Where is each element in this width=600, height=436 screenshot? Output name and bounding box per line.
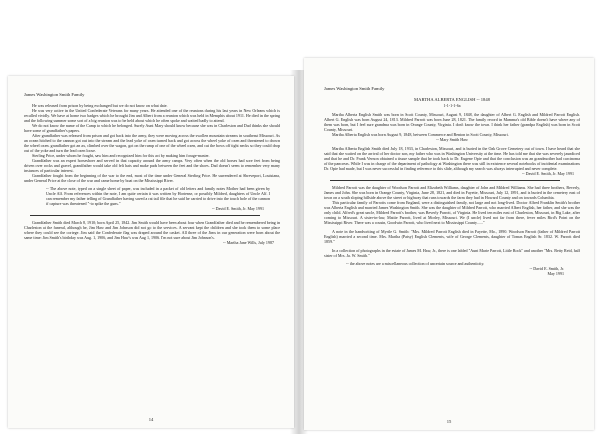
paragraph: He was very active in the United Confederate Veterans for many years. He attended one of the reunions during his last years in New Orleans which is recalled vividly. We have at home two badges which he brought Jim and Albert from a reunion which was held in Memphis about 1911. He died in the spring and the following summer some sort of a big reunion was to be held about which he often spoke and waited badly to attend. <box>24 108 280 123</box>
attribution-date: May 1991 <box>547 271 564 276</box>
right-page <box>304 58 594 430</box>
genealogy-code: 1-1-1-1-6a <box>443 103 461 108</box>
attribution: -- David E. Smith, Jr. <box>529 266 564 271</box>
paragraph: After grandfather was released from prison and got back into the army, they were moving across the swollen mountain streams in southeast Missouri. As an ocean hitched to the cannon got out into the stream and the lead yoke of oxen turned back and got across the wheel yoke of oxen and threatened to drown the wheel oxen. grandfather got an ax, climbed over the wagon, got on the rump of one of the wheel oxen, and cut the bows off tight necks so they could drop out of the yoke and turn the lead oxen loose. <box>24 133 280 153</box>
attribution: -- Martha Jane Wills, July 1987 <box>222 240 274 245</box>
paragraph: Martha Alberta English was born August 9, 1848, between Commerce and Benton in Scott County, Missouri. <box>332 132 509 137</box>
paragraph: Martha Alberta English Smith died July 18, 1933, in Charleston, Missouri, and is buried in the Oak Grove Cemetery out of town. I have heard that she said that she waited on the arrival of her doctor son, my father who was in Washington University at the time. He has told me that she was severely jaundiced and that he and Dr. Frank Vernon obtained a tissue sample that he took back to Dr. Eugene Opie and that the conclusion was an grandmother had carcinoma of the pancreas. While I was in charge of the department of pathology at Washington there was still in existence several notebooks of incidental examinations Dr. Opie had made, but I was never successful in finding reference to this slide, although my search was always interrupted and never complete. <box>324 146 580 171</box>
paragraph: Martha Alberta English Smith was born in Scott County, Missouri, August 9, 1848, the daughter of Albert G. English and Mildred Parrott English. Albert G. English was born August 24, 1813. Mildred Parrott was born June 28, 1821. The family record in Mamma's old Bible doesn't have where any of them was born, but I feel sure grandma was born in Orange County, Virginia. I don't know the town. I think her father (grandpa English) was born in Scott County, Missouri. <box>324 112 580 132</box>
left-running-head: James Washington Smith Family <box>24 92 85 97</box>
section-title: MARTHA ALBERTA ENGLISH -- 1848 <box>414 97 490 102</box>
paragraph: He was released from prison by being exchanged but we do not know on what date. <box>32 103 168 108</box>
divider <box>30 215 260 216</box>
quote-text: -- The above note, typed on a single sheet of paper, was included in a packet of old letters and family notes Mother had been given by Uncle Alf. From references within the note, I am quite certain it was written by Hortense, or possibly Mildred, daughters of Uncle Alf. I can remember my father telling of Grandfather having saved a rat tail file that he said he carried to drive into the touch hole of the cannon if capture was threatened "-to spike the guns." <box>46 186 270 206</box>
paragraph: Sterling Price, under whom he fought, saw him and recognized him for this act by making him forage-master. <box>32 153 210 158</box>
quoted-note <box>346 261 570 276</box>
paragraph: Mildred Parrott was the daughter of Woodson Parrott and Elizabeth Williams, daughter of John and Mildred Williams. She had three brothers, Beverly, James and John. She was born in Orange County, Virginia, June 28, 1821, and died in Fayette, Missouri, July 12, 1891, and is buried in the cemetery east of town on a south sloping hillside above the street or highway that runs towards the farm they had in Howard County and on towards Columbia. <box>324 185 580 200</box>
attribution: -- David E. Smith, Jr. May 1991 <box>521 171 574 176</box>
quote-text: -- the above notes are a miscellaneous collection of uncertain source and authenticity. <box>346 261 485 266</box>
paragraph: We do not know the name of the Camp to which he belonged. Surely Aunt Mary should know because she was in Charleston and Dad thinks she should have some of grandfather's papers. <box>24 123 280 133</box>
right-page-body <box>324 86 580 279</box>
paragraph: A note in the handwriting of Myrtle G. Smith: "Mrs. Mildred Parrott English died in Fayette, Mo., 1890. Woodson Parrott (father of Mildred Parrott English) married a second time. Mrs. Martha (Patsy) English Clements, wife of George Clements, daughter of Tomas English Sr. 1832. W. Parrott died 1859." <box>324 229 580 244</box>
attribution: -- Mary Smith Haw <box>436 137 468 142</box>
quoted-note <box>46 186 270 211</box>
paragraph: Grandfather fought from the beginning of the war to the end, most of the time under General Sterling Price. He surrendered at Shreveport, Louisiana, under General Price at the close of the war and came home by boat on the Mississippi River. <box>24 173 280 183</box>
paragraph: Grandfather Smith died March 8, 1910; born April 25, 1842. Jim Smith would have been about four when Grandfather died and he remembered being in Charleston at the funeral, although he, Jim Haw and Jim Johnson did not go to the services. A servant kept the children and she took them to some place where they could see the cortege. Jim said the Confederate flag was draped around the casket. All three of the Jims in our generation were born about the same time: Jim Smith's birthday was Aug. 1, 1906, and Jim Haw's was Aug 1, 1906. I'm not sure about Jim Johnson's. <box>24 220 280 240</box>
right-running-head: James Washington Smith Family <box>324 86 385 91</box>
right-page-number: 15 <box>446 419 452 424</box>
paragraph: Grandfather was an expert horseshoer and served in that capacity around the army camps. Very often when the old horses had sore feet from being driven over rocks and gravel, grandfather would take old felt hats and make pads between the feet and the shoes. Dad doesn't seem to remember very many instances of particular interest. <box>24 158 280 173</box>
divider <box>330 180 560 181</box>
paragraph: This particular family of Parrotts come from England, were a distinguished family, not large and not long-lived. Doctor Alfred Franklin Smith's brother was Alberta English and married James Washington Smith. She was the daughter of Mildred Parrott, who married Albert English, her father, and she was the only child. Alfred's great uncle, Mildred Parrott's brother, was Beverly Parrott, of Virginia. He lived ten miles east of Charleston, Missouri, in Big Lake, after coming to Missouri. A sister-in-law, Mattie Parrott, lived at Morley, Missouri. We (I uncle) lived not far from there, fever miles Bird's Point on the Mississippi River. There was a cousin, Goodwin Parrott, who lived next to Mississippi County......" <box>324 200 580 225</box>
paragraph: In a collection of photographs in the estate of James M. Haw, Jr., there is one labled "Aunt Marie Parrott, Little Rock" and another "Mrs. Betty Reid, half sister of Mrs. Ja. W. Smith." <box>324 248 580 258</box>
left-page-number: 14 <box>148 417 154 422</box>
left-page <box>8 76 294 428</box>
left-page-body <box>24 92 280 245</box>
attribution: -- David E. Smith, Jr. May 1991 <box>211 206 264 211</box>
